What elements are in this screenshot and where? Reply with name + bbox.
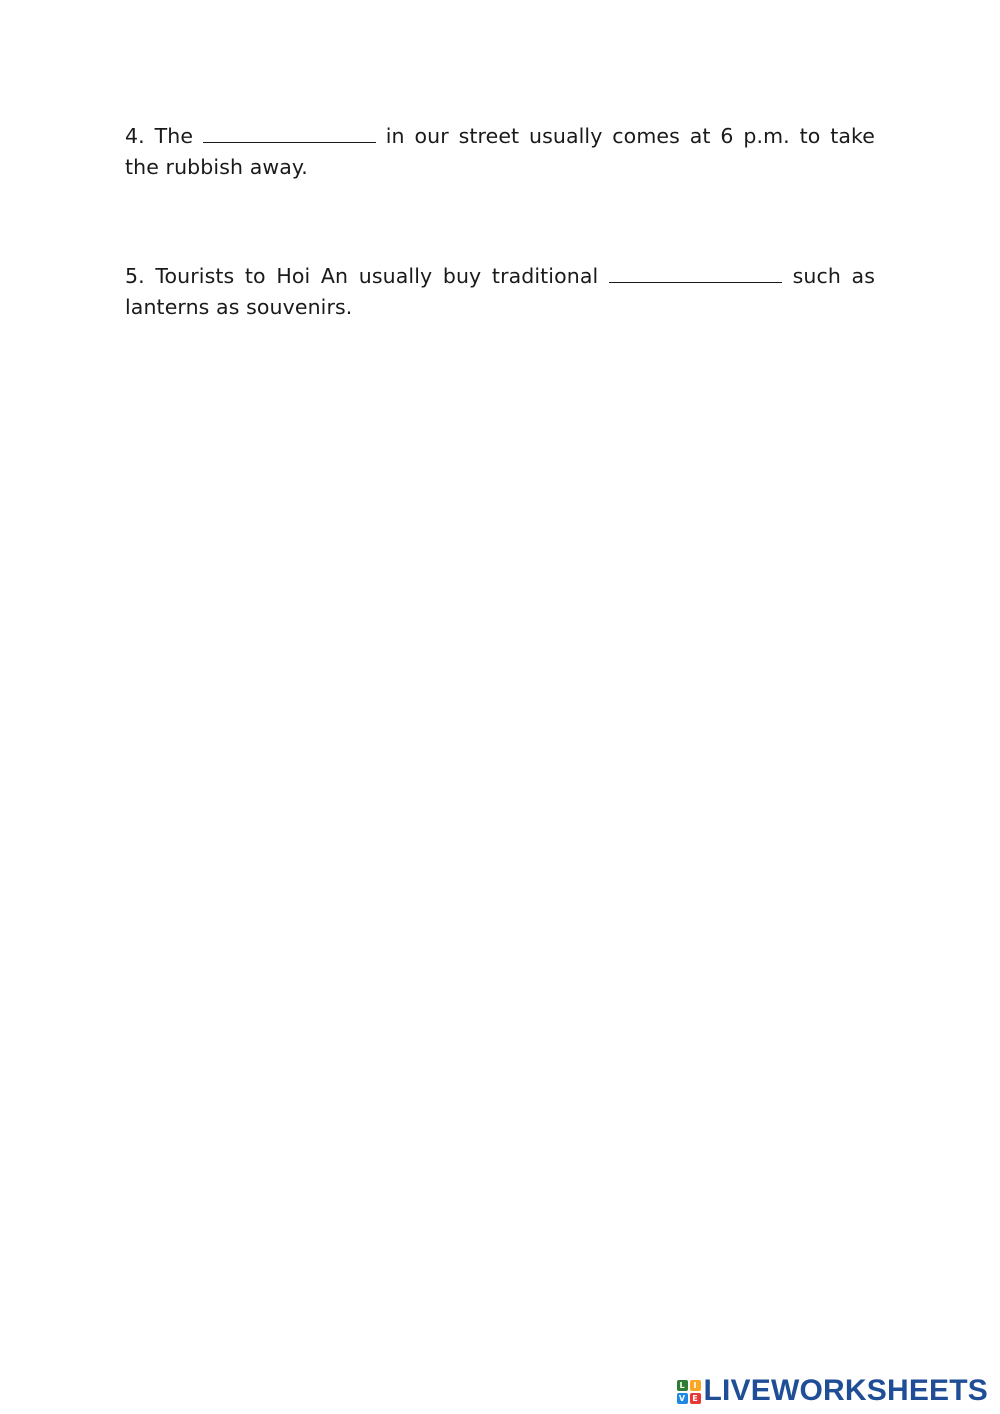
liveworksheets-logo-icon: [677, 1380, 701, 1404]
liveworksheets-wordmark: LIVEWORKSHEETS: [703, 1374, 988, 1407]
question-5-answer-blank[interactable]: [609, 266, 782, 283]
question-4-text-before: 4. The: [125, 124, 194, 148]
liveworksheets-logo: [677, 1374, 989, 1408]
logo-tile-l: L: [677, 1380, 688, 1391]
question-5: [125, 261, 875, 323]
logo-tile-i: I: [690, 1380, 701, 1391]
question-5-text-before: 5. Tourists to Hoi An usually buy traditional: [125, 264, 599, 288]
logo-tile-v: V: [677, 1393, 688, 1404]
question-4: [125, 121, 875, 183]
question-5-text-after: such as lanterns as souvenirs.: [125, 264, 875, 319]
logo-tile-e: E: [690, 1393, 701, 1404]
question-4-answer-blank[interactable]: [203, 126, 376, 143]
question-4-text-after: in our street usually comes at 6 p.m. to take the rubbish away.: [125, 124, 876, 179]
